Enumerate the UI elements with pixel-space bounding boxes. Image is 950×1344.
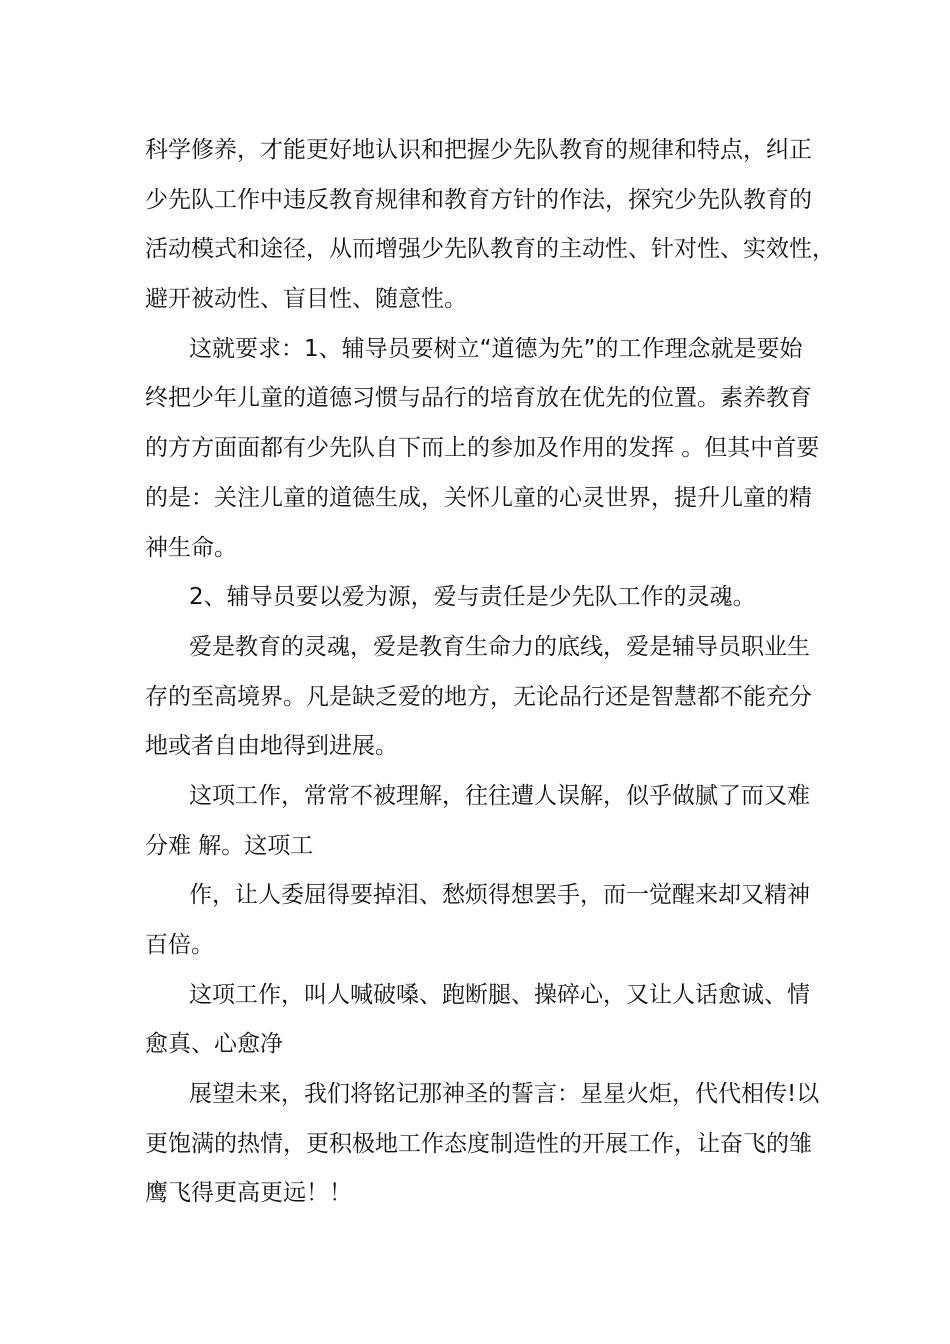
text-line: 活动模式和途径，从而增强少先队教育的主动性、针对性、实效性， [145,236,835,263]
text-line: 地或者自由地得到进展。 [145,733,398,760]
paragraph-first-line: 这项工作，常常不被理解，往往遭人误解，似乎做腻了而又难 [189,782,810,809]
paragraph-first-line: 这就要求：1、辅导员要树立“道德为先”的工作理念就是要始 [189,335,803,362]
paragraph-first-line: 展望未来，我们将铭记那神圣的誓言：星星火炬，代代相传!以 [189,1081,820,1108]
text-line: 终把少年儿童的道德习惯与品行的培育放在优先的位置。素养教育 [145,385,812,412]
text-line: 少先队工作中违反教育规律和教育方针的作法，探究少先队教育的 [145,186,812,213]
text-line: 更饱满的热情，更积极地工作态度制造性的开展工作，让奋飞的雏 [145,1130,812,1157]
paragraph-first-line: 2、辅导员要以爱为源，爱与责任是少先队工作的灵魂。 [189,584,756,611]
text-line: 的方方面面都有少先队自下而上的参加及作用的发挥 。但其中首要 [145,435,820,462]
paragraph-first-line: 这项工作，叫人喊破嗓、跑断腿、操碎心，又让人话愈诚、情 [189,981,810,1008]
text-line: 百倍。 [145,932,214,958]
paragraph-first-line: 爱是教育的灵魂，爱是教育生命力的底线，爱是辅导员职业生 [189,633,810,660]
text-line: 避开被动性、盲目性、随意性。 [145,286,467,313]
document-body [145,126,835,1219]
text-line: 分难 解。这项工 [145,832,314,859]
text-line: 的是：关注儿童的道德生成，关怀儿童的心灵世界，提升儿童的精 [145,484,812,511]
text-line: 科学修养，才能更好地认识和把握少先队教育的规律和特点，纠正 [145,137,812,163]
text-line: 存的至高境界。凡是缺乏爱的地方，无论品行还是智慧都不能充分 [145,683,812,710]
text-line: 愈真、心愈净 [145,1031,283,1058]
paragraph-first-line: 作，让人委屈得要掉泪、愁烦得想罢手，而一觉醒来却又精神 [189,882,810,909]
text-line: 鹰飞得更高更远！！ [145,1180,352,1207]
text-line: 神生命。 [145,534,237,561]
